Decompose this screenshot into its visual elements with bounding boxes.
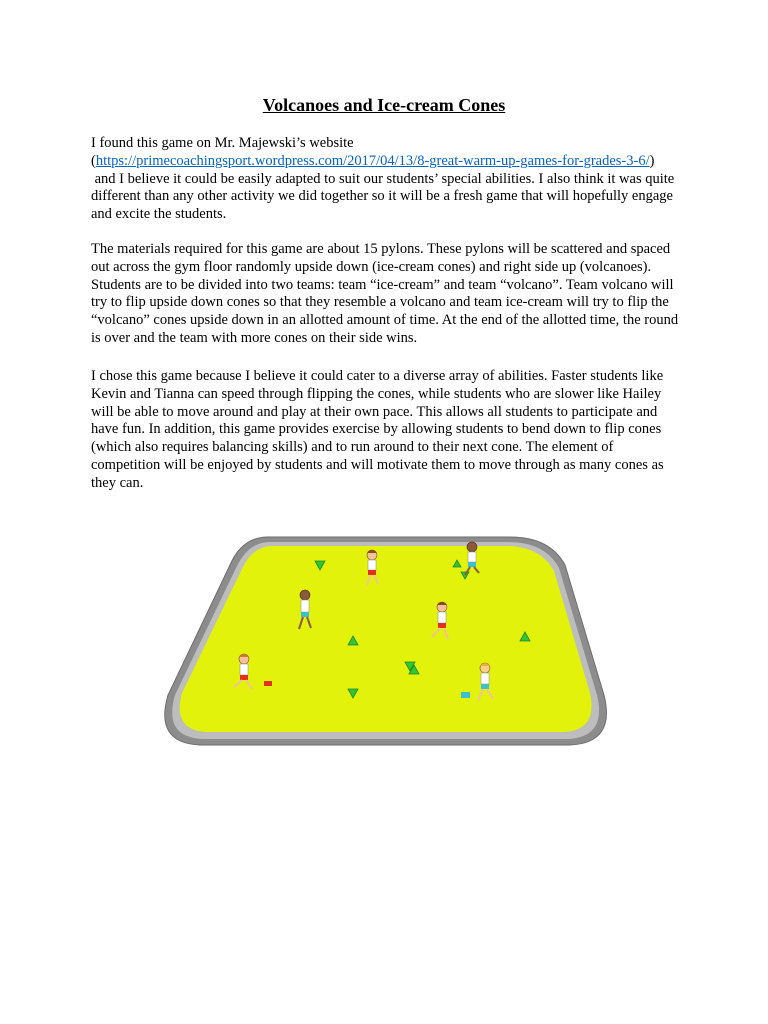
gym-floor-svg: [160, 525, 612, 750]
document-title: Volcanoes and Ice-cream Cones: [262, 95, 506, 115]
paragraph-materials: The materials required for this game are about 15 pylons. These pylons will be scattered and spaced out across the gym floor randomly upside down (ice-cream cones) and right side up (volcanoes). Students are to be divided into two teams: team “ice-cream” and team “volcano”. Team volcano will try to flip upside down cones so that they resemble a volcano and team ice-cream will try to flip the “volcano” cones upside down in an allotted amount of time. At the end of the allotted time, the round is over and the team with more cones on their side wins.: [91, 241, 679, 346]
open-paren: (: [91, 152, 96, 169]
intro-rest: and I believe it could be easily adapted to suit our students’ special abilities. I also think it was quite different than any other activity we did together so it will be a fresh game that will hopefully engage and excite the students.: [91, 170, 675, 223]
source-link[interactable]: https://primecoachingsport.wordpress.com/2017/04/13/8-great-warm-up-games-for-grades-3-6/: [95, 152, 650, 169]
paragraph-reasoning: I chose this game because I believe it could cater to a diverse array of abilities. Faster students like Kevin and Tianna can speed through flipping the cones, while students who are slower like Hailey will be able to move around and play at their own pace. This allows all students to participate and have fun. In addition, this game provides exercise by allowing students to bend down to flip cones (which also requires balancing skills) and to run around to their next cone. The element of competition will be enjoyed by students and will motivate them to move through as many cones as they can.: [91, 368, 664, 491]
paragraph-intro: [91, 135, 683, 224]
gym-floor-with-cones-and-children-illustration: [160, 525, 612, 750]
close-paren: ): [649, 152, 655, 169]
gym-floor: [180, 546, 592, 732]
intro-lead: I found this game on Mr. Majewski’s website: [91, 135, 354, 151]
